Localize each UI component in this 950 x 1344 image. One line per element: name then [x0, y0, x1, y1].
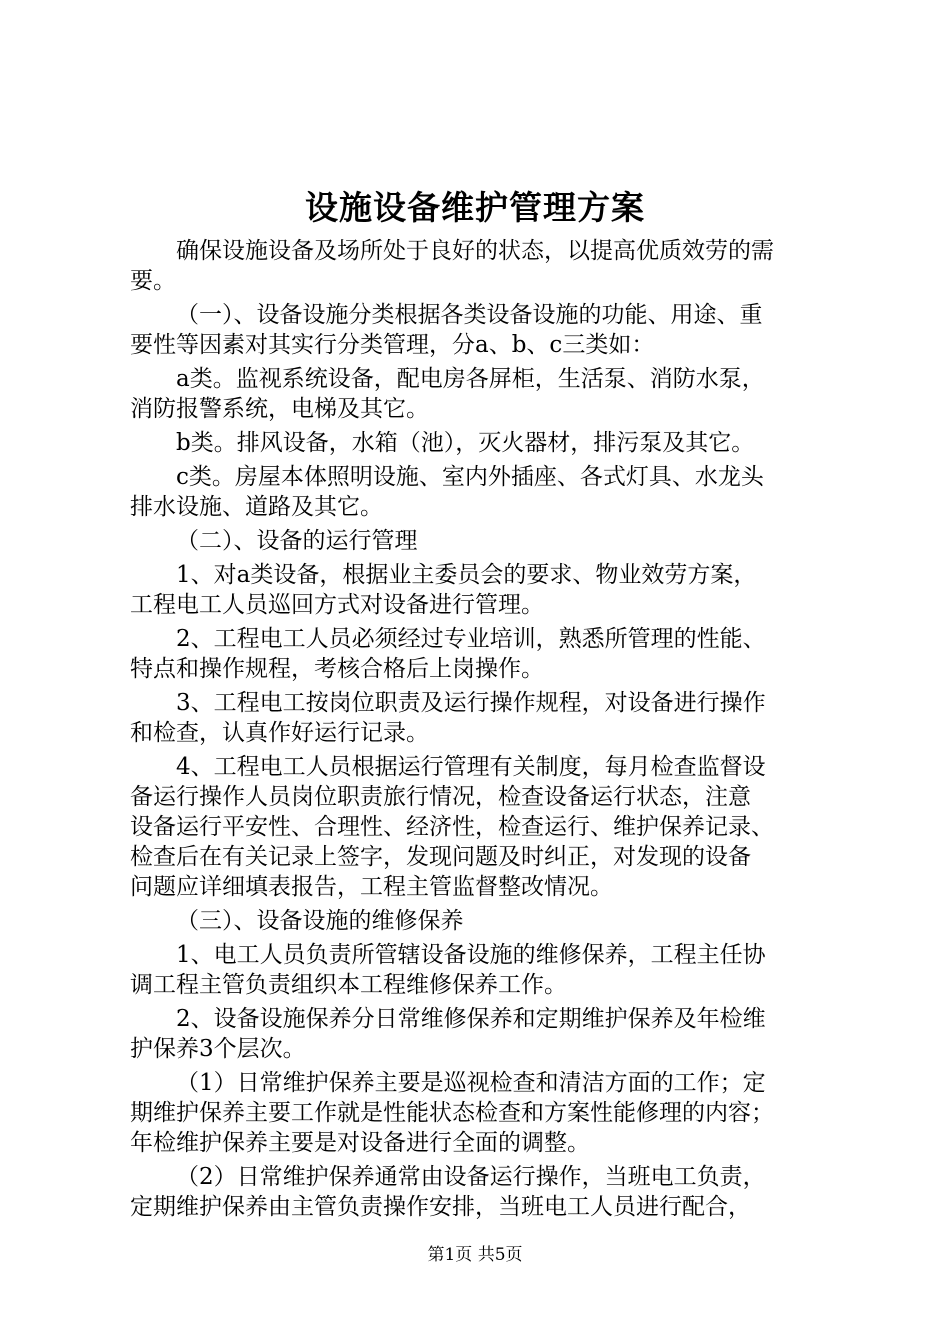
body-line: 排水设施、道路及其它。: [130, 494, 383, 520]
body-line: c类。房屋本体照明设施、室内外插座、各式灯具、水龙头: [176, 464, 764, 490]
body-line: 定期维护保养由主管负责操作安排，当班电工人员进行配合，: [130, 1194, 751, 1220]
body-line: （2）日常维护保养通常由设备运行操作，当班电工负责，: [176, 1164, 766, 1190]
body-line: 年检维护保养主要是对设备进行全面的调整。: [130, 1130, 590, 1156]
body-line: 4、工程电工人员根据运行管理有关制度，每月检查监督设: [176, 754, 766, 780]
body-line: 确保设施设备及场所处于良好的状态，以提高优质效劳的需: [176, 238, 774, 264]
page-footer: 第1页 共5页: [427, 1245, 523, 1265]
body-line: 要性等因素对其实行分类管理，分a、b、c三类如：: [130, 332, 655, 358]
body-line: 2、设备设施保养分日常维修保养和定期维护保养及年检维: [176, 1006, 766, 1032]
body-line: 特点和操作规程，考核合格后上岗操作。: [130, 656, 544, 682]
body-line: （三）、设备设施的维修保养: [176, 908, 464, 934]
body-line: 消防报警系统，电梯及其它。: [130, 396, 429, 422]
body-line: 检查后在有关记录上签字，发现问题及时纠正，对发现的设备: [130, 844, 751, 870]
body-line: 护保养3个层次。: [130, 1036, 306, 1062]
body-line: 工程电工人员巡回方式对设备进行管理。: [130, 592, 544, 618]
body-line: 1、对a类设备，根据业主委员会的要求、物业效劳方案，: [176, 562, 757, 588]
body-line: 2、工程电工人员必须经过专业培训，熟悉所管理的性能、: [176, 626, 766, 652]
body-line: （一）、设备设施分类根据各类设备设施的功能、用途、重: [176, 302, 763, 328]
body-line: 设备运行平安性、合理性、经济性，检查运行、维护保养记录、: [130, 814, 774, 840]
body-line: b类。排风设备，水箱（池），灭火器材，排污泵及其它。: [176, 430, 755, 456]
body-line: 备运行操作人员岗位职责旅行情况，检查设备运行状态，注意: [130, 784, 751, 810]
body-line: 要。: [130, 268, 176, 294]
body-line: 3、工程电工按岗位职责及运行操作规程，对设备进行操作: [176, 690, 766, 716]
body-line: 问题应详细填表报告，工程主管监督整改情况。: [130, 874, 613, 900]
body-line: 调工程主管负责组织本工程维修保养工作。: [130, 972, 567, 998]
body-line: 期维护保养主要工作就是性能状态检查和方案性能修理的内容；: [130, 1100, 774, 1126]
document-title: 设施设备维护管理方案: [305, 188, 645, 227]
body-line: （1）日常维护保养主要是巡视检查和清洁方面的工作；定: [176, 1070, 766, 1096]
body-line: （二）、设备的运行管理: [176, 528, 418, 554]
body-line: 1、电工人员负责所管辖设备设施的维修保养，工程主任协: [176, 942, 766, 968]
body-line: 和检查，认真作好运行记录。: [130, 720, 429, 746]
body-line: a类。监视系统设备，配电房各屏柜，生活泵、消防水泵，: [176, 366, 765, 392]
